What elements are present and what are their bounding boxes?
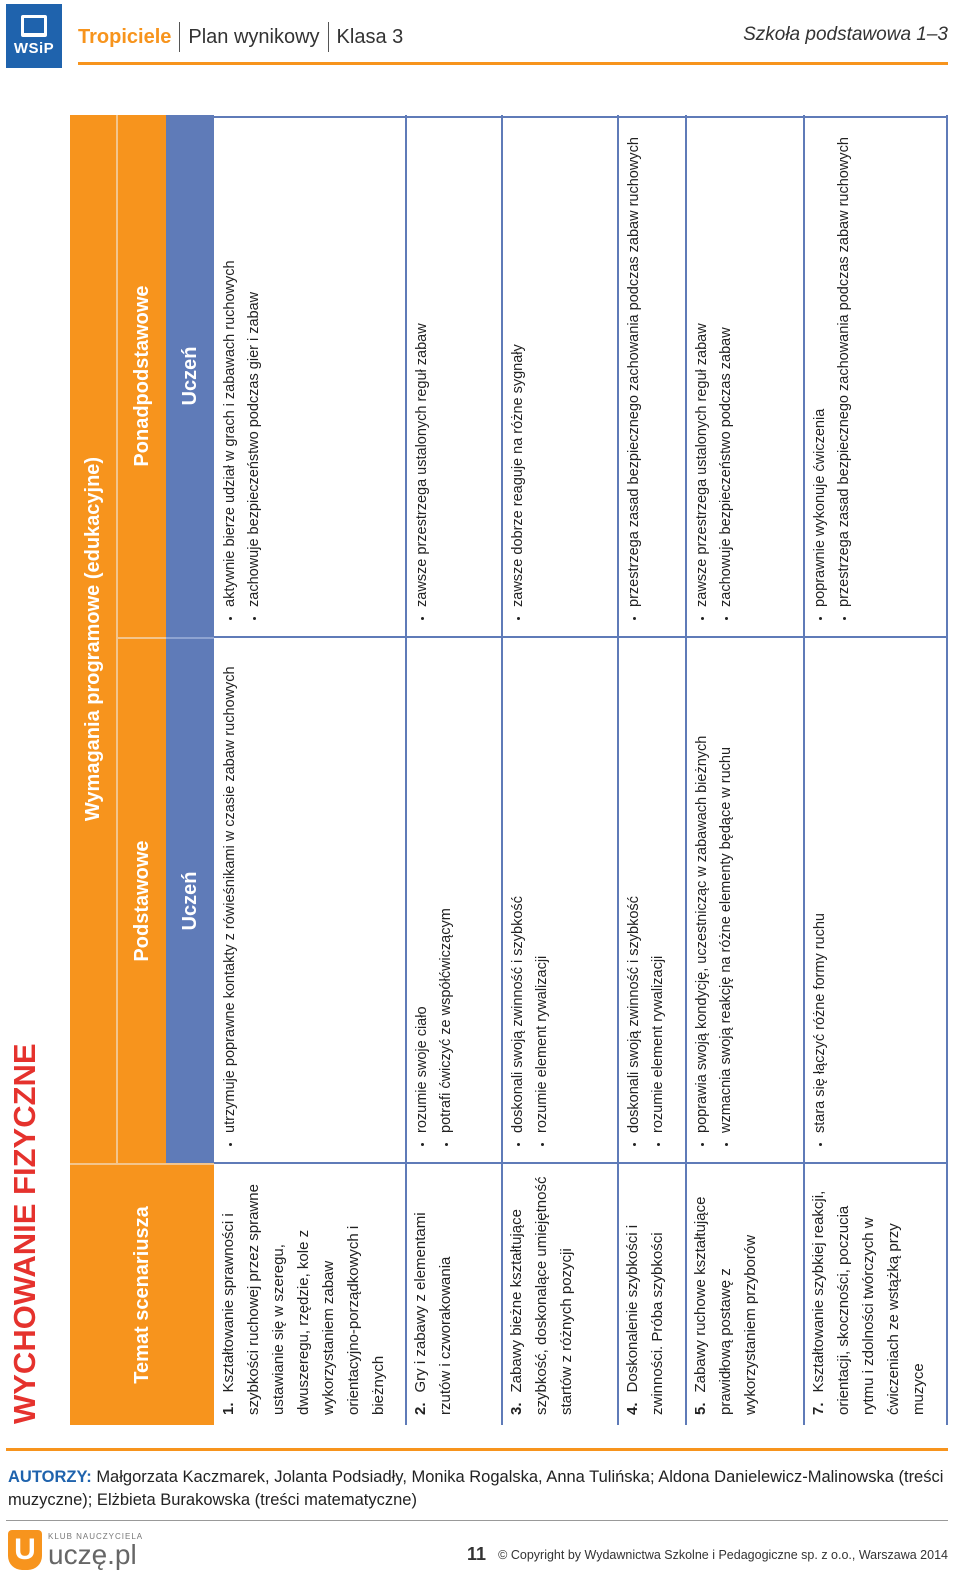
topic-text: Kształtowanie sprawności i szybkości ruchowej przez sprawne ustawianie się w szeregu, dwuszeregu, rzędzie, kole z wykorzystaniem zabaw orientacyjno-porządkowych i bieżnych [220, 1184, 387, 1415]
brand-title: Tropiciele [78, 25, 172, 48]
header-divider [179, 22, 180, 52]
club-label: KLUB NAUCZYCIELA [48, 1531, 144, 1541]
column-divider [214, 636, 948, 638]
header-student-advanced [166, 115, 214, 637]
header-basic [118, 637, 166, 1163]
table-cell-basic [214, 637, 406, 1163]
requirement-item: • rozumie element rywalizacji [530, 645, 554, 1133]
subject-title: WYCHOWANIE FIZYCZNE [7, 1043, 42, 1424]
topic-text: Zabawy bieżne kształtujące szybkość, doskonalące umiejętność startów z różnych pozycji [508, 1176, 575, 1415]
requirement-list [408, 645, 458, 1155]
requirement-item: • utrzymuje poprawne kontakty z rówieśnikami w czasie zabaw ruchowych [218, 645, 242, 1133]
ucze-logo[interactable] [8, 1528, 143, 1572]
requirement-item: • poprawnie wykonuje ćwiczenia [808, 123, 832, 607]
requirement-item: • rozumie element rywalizacji [646, 645, 670, 1133]
requirement-item: • zawsze przestrzega ustalonych reguł zabaw [410, 123, 434, 607]
wsip-logo [6, 4, 62, 68]
requirement-list [620, 123, 646, 629]
table-row-topic [502, 1163, 618, 1425]
header-requirements [70, 115, 118, 1163]
requirement-item: • stara się łączyć różne formy ruchu [808, 645, 832, 1133]
row-divider [803, 115, 805, 1425]
requirement-list [408, 123, 434, 629]
footer-divider [6, 1520, 948, 1521]
header-basic-label: Podstawowe [130, 840, 153, 962]
requirement-list [216, 645, 242, 1155]
header-advanced [118, 115, 166, 637]
row-number: 7. [810, 1402, 827, 1415]
topic-text: Zabawy ruchowe kształtujące prawidłową postawę z wykorzystaniem przyborów [692, 1196, 759, 1415]
requirement-list [620, 645, 670, 1155]
table-cell-advanced [502, 115, 618, 637]
row-number: 4. [624, 1402, 641, 1415]
requirement-item: • zachowuje bezpieczeństwo podczas zabaw [714, 123, 738, 607]
requirement-item: • aktywnie bierze udział w grach i zabawach ruchowych [218, 123, 242, 607]
row-number: 2. [412, 1402, 429, 1415]
copyright: © Copyright by Wydawnictwa Szkolne i Pedagogiczne sp. z o.o., Warszawa 2014 [498, 1548, 948, 1562]
authors-text: Małgorzata Kaczmarek, Jolanta Podsiadły, Monika Rogalska, Anna Tulińska; Aldona Danielewicz-Malinowska (treści muzyczne); Elżbieta Burakowska (treści matematyczne) [8, 1468, 944, 1509]
header-requirements-label: Wymagania programowe (edukacyjne) [81, 456, 104, 822]
ucze-u-icon: U [8, 1530, 42, 1570]
requirement-list [504, 645, 554, 1155]
table-cell-advanced [804, 115, 948, 637]
table-row-topic [214, 1163, 406, 1425]
header-rule [78, 62, 948, 65]
row-divider [685, 115, 687, 1425]
page-header [78, 22, 403, 52]
table-cell-basic [804, 637, 948, 1163]
table-row-topic [804, 1163, 948, 1425]
topic-text: Doskonalenie szybkości i zwinności. Próba szybkości [624, 1224, 666, 1415]
requirement-list [806, 123, 856, 629]
requirement-item: • zawsze dobrze reaguje na różne sygnały [506, 123, 530, 607]
requirement-item: • zawsze przestrzega ustalonych reguł zabaw [690, 123, 714, 607]
requirement-item: • doskonali swoją zwinność i szybkość [622, 645, 646, 1133]
header-divider [328, 22, 329, 52]
table-cell-basic [618, 637, 686, 1163]
plan-title: Plan wynikowy [188, 25, 320, 48]
requirement-list [504, 123, 530, 629]
topic-text: Gry i zabawy z elementami rzutów i czworakowania [412, 1212, 454, 1415]
footer-rule [6, 1448, 948, 1451]
requirement-item: • potrafi ćwiczyć ze współćwiczącym [434, 645, 458, 1133]
table-cell-advanced [214, 115, 406, 637]
header-topic-label: Temat scenariusza [130, 1206, 153, 1384]
requirement-list [688, 123, 738, 629]
school-level: Szkoła podstawowa 1–3 [743, 24, 948, 45]
site-name: uczę.pl [48, 1538, 137, 1570]
table-row-topic [406, 1163, 502, 1425]
header-student-basic [166, 637, 214, 1163]
requirement-item: • przestrzega zasad bezpiecznego zachowania podczas zabaw ruchowych [832, 123, 856, 607]
header-advanced-label: Ponadpodstawowe [130, 285, 153, 467]
row-divider [405, 115, 407, 1425]
table-cell-basic [686, 637, 804, 1163]
requirement-item: • doskonali swoją zwinność i szybkość [506, 645, 530, 1133]
table-cell-basic [502, 637, 618, 1163]
requirement-list [688, 645, 738, 1155]
table-cell-advanced [618, 115, 686, 637]
page-number: 11 [467, 1544, 487, 1564]
requirement-list [806, 645, 832, 1155]
row-number: 5. [692, 1402, 709, 1415]
requirement-item: • wzmacnia swoją reakcję na różne elementy będące w ruchu [714, 645, 738, 1133]
table-row-topic [686, 1163, 804, 1425]
table-bottom-border [946, 115, 948, 1425]
requirement-item: • poprawia swoją kondycję, uczestnicząc w zabawach bieżnych [690, 645, 714, 1133]
header-topic [70, 1163, 214, 1425]
logo-text: WSiP [13, 40, 55, 57]
student-basic-label: Uczeń [178, 871, 201, 931]
table-cell-advanced [406, 115, 502, 637]
requirement-list [216, 123, 266, 629]
requirements-table [70, 115, 948, 1425]
requirement-item: • zachowuje bezpieczeństwo podczas gier i zabaw [242, 123, 266, 607]
requirement-item: • przestrzega zasad bezpiecznego zachowania podczas zabaw ruchowych [622, 123, 646, 607]
class-title: Klasa 3 [336, 25, 404, 48]
student-advanced-label: Uczeń [178, 346, 201, 406]
row-number: 3. [508, 1402, 525, 1415]
table-cell-basic [406, 637, 502, 1163]
row-divider [501, 115, 503, 1425]
column-divider [214, 116, 948, 118]
requirement-item: • rozumie swoje ciało [410, 645, 434, 1133]
row-divider [617, 115, 619, 1425]
authors-label: AUTORZY: [8, 1468, 92, 1486]
row-number: 1. [220, 1402, 237, 1415]
column-divider [214, 1162, 948, 1164]
topic-text: Kształtowanie szybkiej reakcji, orientacji, skoczności, poczucia rytmu i zdolności twórczych w ćwiczeniach ze wstążką przy muzyce [810, 1190, 927, 1415]
authors-block [8, 1466, 948, 1512]
book-icon [21, 15, 47, 37]
table-cell-advanced [686, 115, 804, 637]
table-row-topic [618, 1163, 686, 1425]
